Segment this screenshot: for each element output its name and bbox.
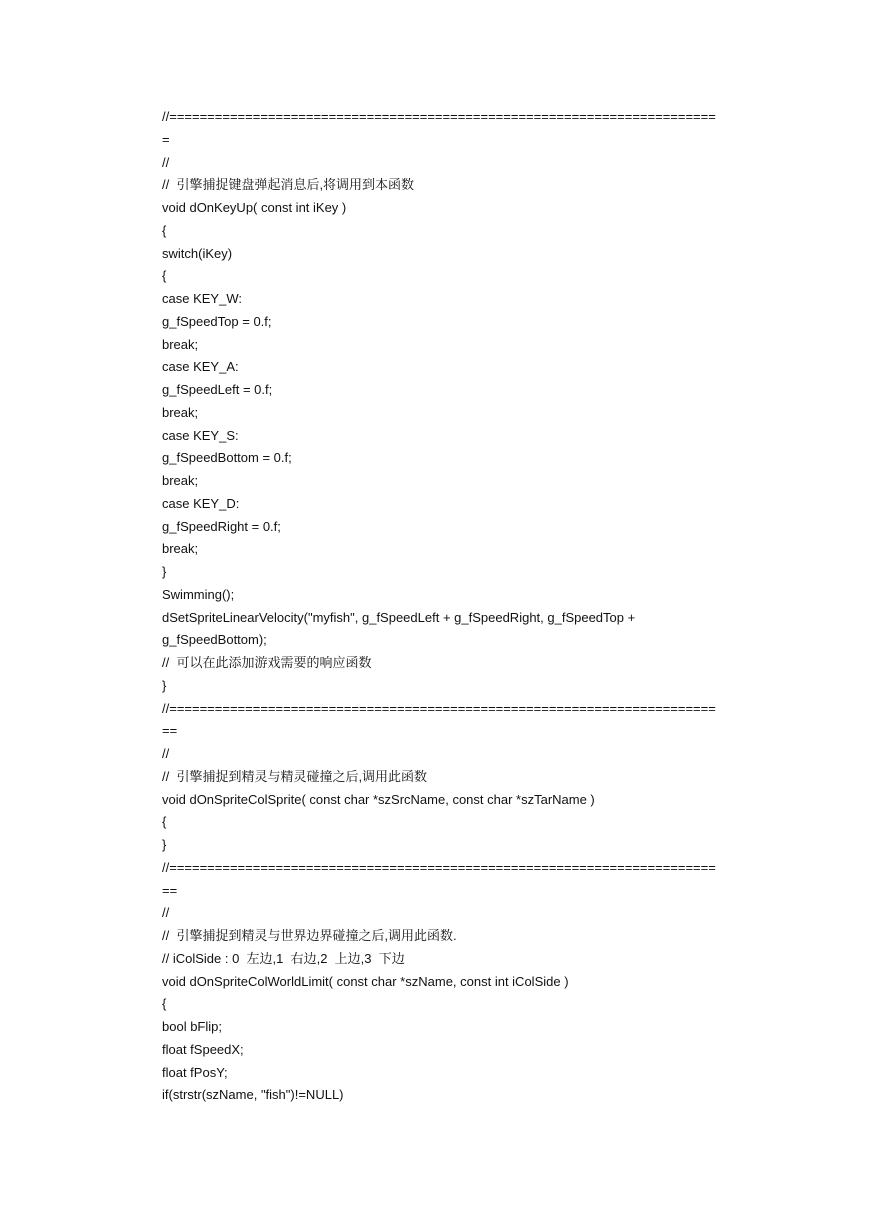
code-line: { bbox=[162, 222, 167, 238]
code-line: == bbox=[162, 882, 178, 898]
code-line: if(strstr(szName, "fish")!=NULL) bbox=[162, 1087, 344, 1103]
code-line: g_fSpeedRight = 0.f; bbox=[162, 518, 281, 534]
code-line: break; bbox=[162, 404, 199, 420]
code-line: g_fSpeedBottom); bbox=[162, 632, 267, 648]
code-line: break; bbox=[162, 541, 199, 557]
code-listing bbox=[162, 106, 742, 1107]
code-line: // bbox=[162, 746, 170, 761]
code-line: void dOnSpriteColSprite( const char *szSrcName, const char *szTarName ) bbox=[162, 791, 595, 807]
code-line: // 引擎捕捉到精灵与世界边界碰撞之后,调用此函数. bbox=[162, 928, 457, 943]
code-line: { bbox=[162, 996, 167, 1012]
code-line: // bbox=[162, 154, 170, 170]
code-line: float fSpeedX; bbox=[162, 1041, 244, 1057]
code-line: case KEY_D: bbox=[162, 495, 240, 511]
code-line: { bbox=[162, 268, 167, 284]
code-line: { bbox=[162, 814, 167, 830]
code-line: void dOnKeyUp( const int iKey ) bbox=[162, 200, 347, 215]
code-line: } bbox=[162, 677, 167, 693]
code-line: break; bbox=[162, 336, 199, 352]
code-line: case KEY_W: bbox=[162, 291, 242, 306]
code-line: float fPosY; bbox=[162, 1064, 228, 1080]
code-line: //======================================================================== bbox=[162, 109, 716, 124]
code-line: //======================================================================== bbox=[162, 700, 716, 716]
code-line: g_fSpeedBottom = 0.f; bbox=[162, 450, 292, 466]
code-line: break; bbox=[162, 473, 199, 488]
code-line: //======================================================================== bbox=[162, 859, 716, 875]
code-line: dSetSpriteLinearVelocity("myfish", g_fSpeedLeft + g_fSpeedRight, g_fSpeedTop + bbox=[162, 609, 636, 625]
code-line: } bbox=[162, 564, 167, 579]
code-line: // iColSide : 0 左边,1 右边,2 上边,3 下边 bbox=[162, 950, 405, 966]
code-line: switch(iKey) bbox=[162, 245, 233, 261]
code-line: = bbox=[162, 131, 170, 147]
code-line: // 可以在此添加游戏需要的响应函数 bbox=[162, 655, 372, 670]
code-line: // bbox=[162, 905, 170, 921]
code-line: // 引擎捕捉键盘弹起消息后,将调用到本函数 bbox=[162, 177, 415, 193]
code-line: // 引擎捕捉到精灵与精灵碰撞之后,调用此函数 bbox=[162, 768, 428, 784]
code-line: case KEY_S: bbox=[162, 427, 239, 443]
code-line: } bbox=[162, 837, 167, 852]
code-line: Swimming(); bbox=[162, 586, 235, 602]
code-line: bool bFlip; bbox=[162, 1019, 222, 1034]
code-line: void dOnSpriteColWorldLimit( const char *szName, const int iColSide ) bbox=[162, 973, 569, 989]
code-line: case KEY_A: bbox=[162, 359, 239, 375]
code-line: g_fSpeedLeft = 0.f; bbox=[162, 382, 273, 397]
code-line: == bbox=[162, 723, 178, 739]
code-line: g_fSpeedTop = 0.f; bbox=[162, 313, 272, 329]
